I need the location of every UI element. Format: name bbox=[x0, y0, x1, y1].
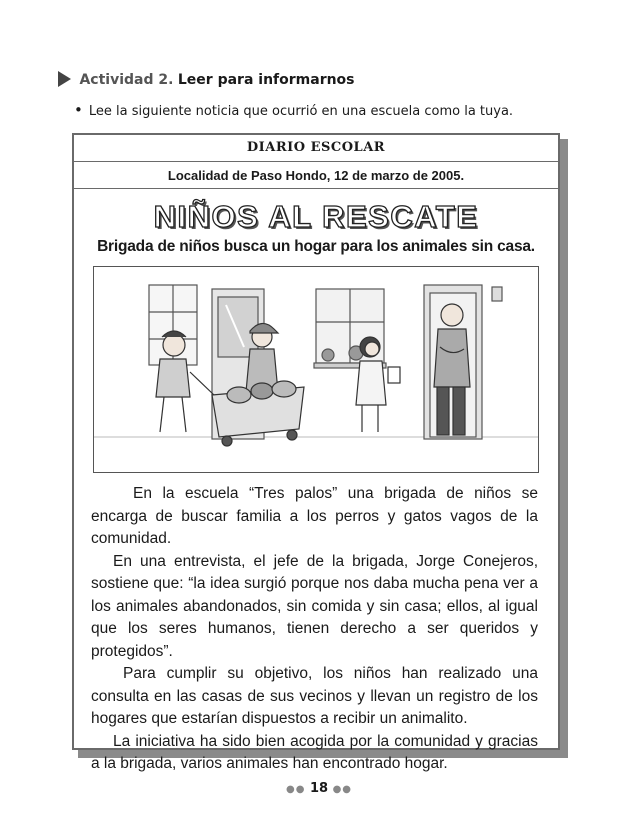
news-illustration bbox=[93, 266, 539, 473]
activity-label: Actividad 2. bbox=[79, 72, 174, 88]
newspaper-name: DIARIO ESCOLAR bbox=[74, 135, 558, 162]
article-paragraph: En una entrevista, el jefe de la brigada, Jorge Conejeros, sostiene que: “la idea surgió porque nos daba mucha pena ver a los animales abandonados, sin comida y sin casa; ellos, al igual que los seres humanos, tienen derecho a ser queridos y protegidos”. bbox=[91, 552, 538, 660]
headline: NIÑOS AL RESCATE bbox=[153, 199, 479, 234]
article-paragraph: La iniciativa ha sido bien acogida por la comunidad y gracias a la brigada, varios animales han encontrado hogar. bbox=[91, 732, 538, 772]
page-number bbox=[0, 781, 638, 796]
instruction bbox=[74, 101, 513, 119]
news-card bbox=[72, 133, 560, 772]
dots-decoration-left: ●● bbox=[285, 784, 306, 795]
dots-decoration-right: ●● bbox=[332, 784, 353, 795]
instruction-text: Lee la siguiente noticia que ocurrió en una escuela como la tuya. bbox=[88, 104, 514, 119]
dateline: Localidad de Paso Hondo, 12 de marzo de 2005. bbox=[74, 162, 558, 189]
article-paragraph: Para cumplir su objetivo, los niños han realizado una consulta en las casas de sus vecinos y llevan un registro de los hogares que estarían dispuestos a recibir un animalito. bbox=[91, 665, 538, 727]
activity-heading bbox=[58, 71, 355, 88]
subheadline: Brigada de niños busca un hogar para los animales sin casa. bbox=[97, 238, 535, 255]
play-arrow-icon bbox=[58, 71, 71, 87]
page-number-value: 18 bbox=[309, 781, 329, 796]
activity-title: Leer para informarnos bbox=[177, 72, 355, 88]
bullet-icon: • bbox=[74, 101, 83, 119]
girl-figure bbox=[356, 337, 400, 432]
article-body bbox=[91, 483, 538, 776]
article-paragraph: En la escuela “Tres palos” una brigada de niños se encarga de buscar familia a los perros y gatos vagos de la comunidad. bbox=[91, 485, 538, 547]
